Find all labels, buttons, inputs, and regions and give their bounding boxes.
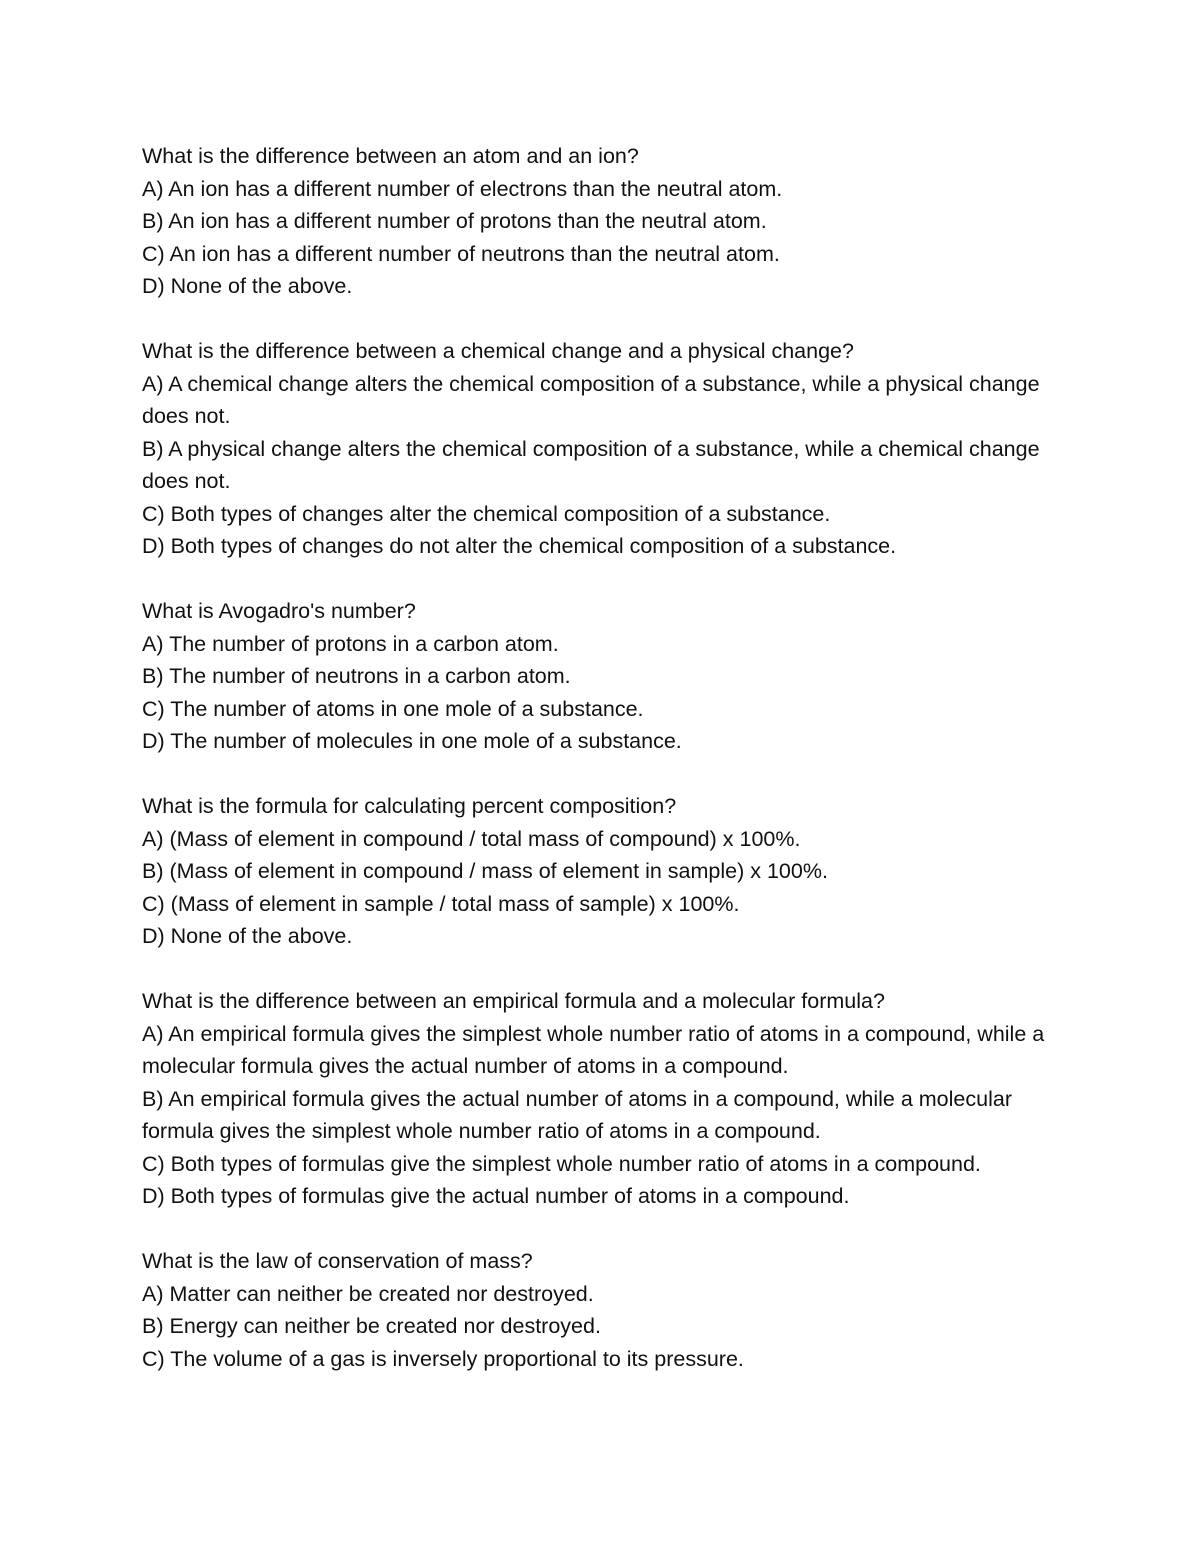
answer-option: C) The number of atoms in one mole of a substance. xyxy=(142,696,644,721)
question-block xyxy=(142,1245,1082,1375)
answer-option: C) (Mass of element in sample / total mass of sample) x 100%. xyxy=(142,891,740,916)
answer-option: B) An empirical formula gives the actual number of atoms in a compound, while a molecular formula gives the simplest whole number ratio of atoms in a compound. xyxy=(142,1086,1012,1143)
answer-option: D) None of the above. xyxy=(142,274,353,298)
question-text: What is Avogadro's number? xyxy=(142,599,416,623)
answer-option: A) The number of protons in a carbon atom. xyxy=(142,631,559,656)
answer-option: B) Energy can neither be created nor destroyed. xyxy=(142,1314,601,1338)
question-block xyxy=(142,140,1082,303)
question-text: What is the formula for calculating percent composition? xyxy=(142,794,677,818)
question-block xyxy=(142,335,1082,563)
answer-option: D) None of the above. xyxy=(142,924,353,948)
answer-option: A) An ion has a different number of electrons than the neutral atom. xyxy=(142,176,783,201)
answer-option: A) An empirical formula gives the simplest whole number ratio of atoms in a compound, while a molecular formula gives the actual number of atoms in a compound. xyxy=(142,1021,1045,1078)
answer-option: A) Matter can neither be created nor destroyed. xyxy=(142,1281,594,1306)
answer-option: A) A chemical change alters the chemical composition of a substance, while a physical change does not. xyxy=(142,371,1040,428)
answer-option: B) An ion has a different number of protons than the neutral atom. xyxy=(142,209,767,233)
answer-option: D) Both types of changes do not alter the chemical composition of a substance. xyxy=(142,534,897,558)
question-text: What is the difference between a chemical change and a physical change? xyxy=(142,339,854,363)
question-block xyxy=(142,985,1082,1213)
question-text: What is the difference between an atom and an ion? xyxy=(142,144,639,168)
question-block xyxy=(142,790,1082,953)
question-block xyxy=(142,595,1082,758)
answer-option: B) The number of neutrons in a carbon atom. xyxy=(142,664,571,688)
answer-option: A) (Mass of element in compound / total mass of compound) x 100%. xyxy=(142,826,801,851)
question-text: What is the law of conservation of mass? xyxy=(142,1249,533,1273)
answer-option: D) Both types of formulas give the actual number of atoms in a compound. xyxy=(142,1184,850,1208)
answer-option: C) Both types of formulas give the simplest whole number ratio of atoms in a compound. xyxy=(142,1151,981,1176)
answer-option: C) The volume of a gas is inversely proportional to its pressure. xyxy=(142,1346,744,1371)
answer-option: D) The number of molecules in one mole of a substance. xyxy=(142,729,682,753)
document-body xyxy=(142,140,1082,1408)
answer-option: C) An ion has a different number of neutrons than the neutral atom. xyxy=(142,241,780,266)
answer-option: C) Both types of changes alter the chemical composition of a substance. xyxy=(142,501,831,526)
answer-option: B) A physical change alters the chemical composition of a substance, while a chemical change does not. xyxy=(142,436,1040,493)
question-text: What is the difference between an empirical formula and a molecular formula? xyxy=(142,989,885,1013)
answer-option: B) (Mass of element in compound / mass of element in sample) x 100%. xyxy=(142,859,828,883)
